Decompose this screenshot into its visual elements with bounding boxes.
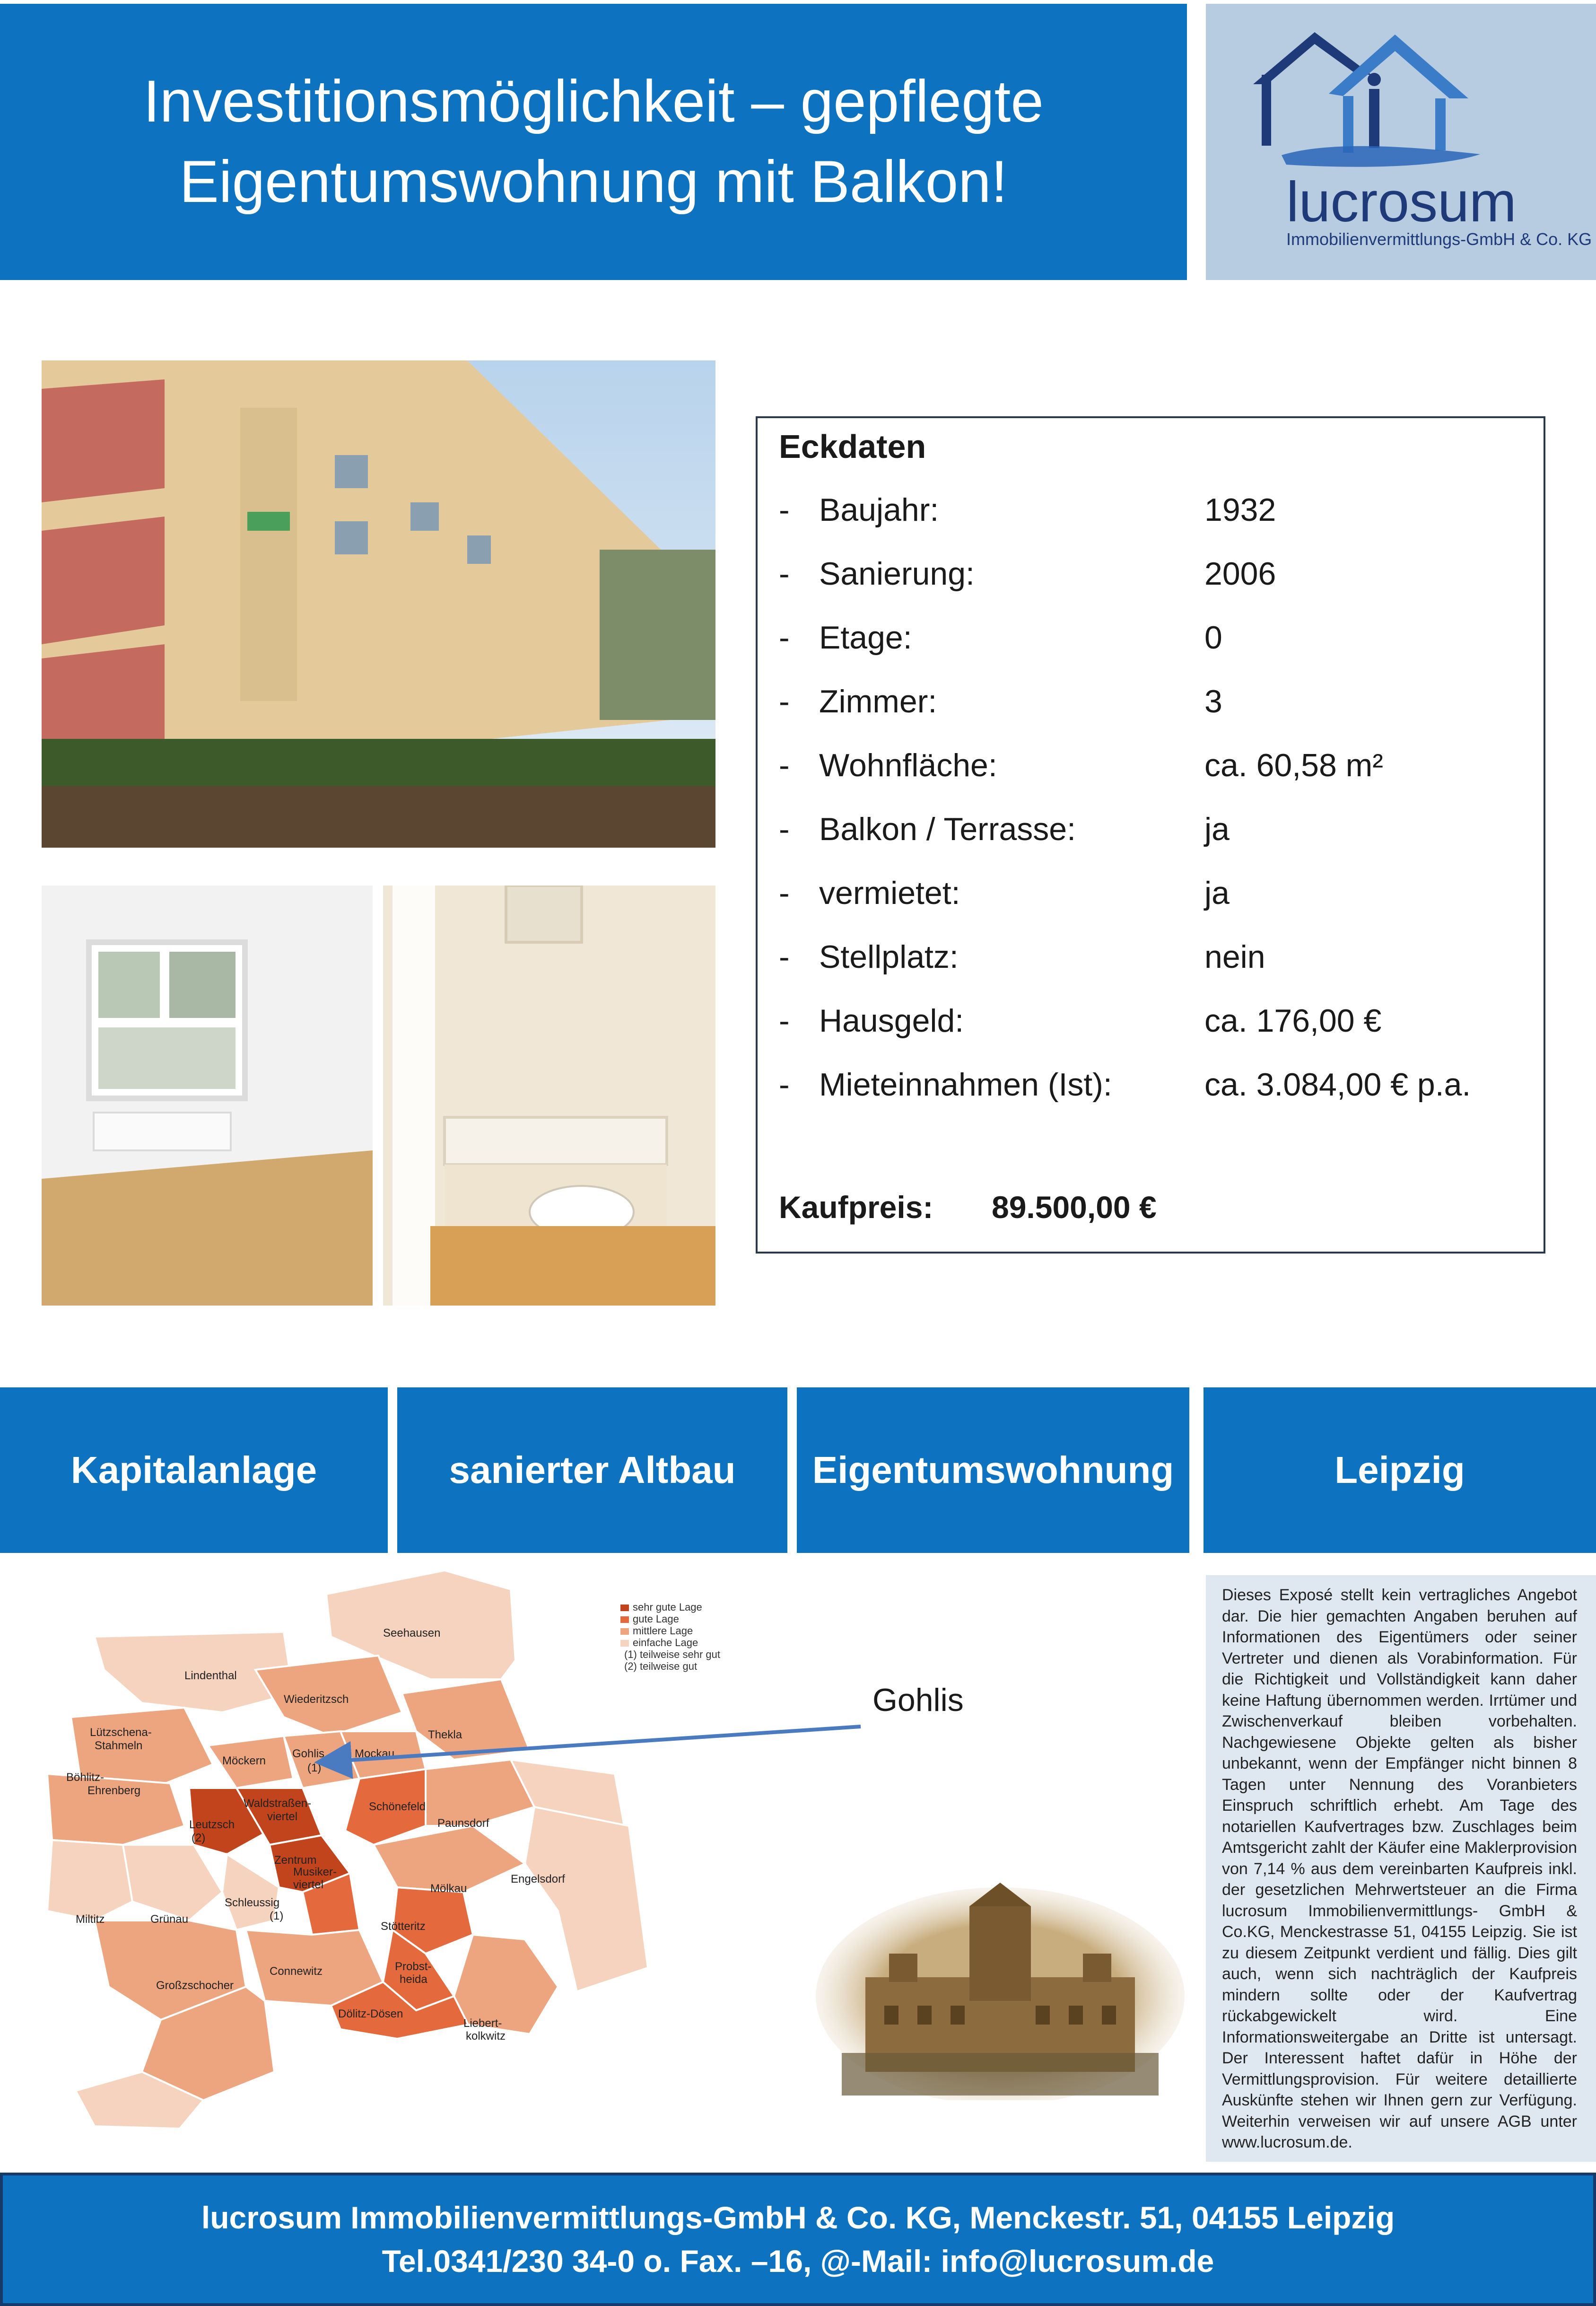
legend-label: sehr gute Lage [633, 1601, 702, 1613]
legend-label: (1) teilweise sehr gut [624, 1648, 720, 1660]
map-label-connewitz: Connewitz [270, 1965, 323, 1978]
eckdaten-value: ca. 3.084,00 € p.a. [1204, 1067, 1471, 1103]
eckdaten-label: Hausgeld: [819, 1003, 964, 1039]
eckdaten-label: Zimmer: [819, 684, 937, 719]
map-label-stoetteritz: Stötteritz [381, 1920, 426, 1933]
eckdaten-title: Eckdaten [779, 428, 926, 465]
eckdaten-label: vermietet: [819, 875, 960, 911]
disclaimer-text: Dieses Exposé stellt kein vertragliches Angebot dar. Die hier gemachten Angaben beruhen auf Informationen des Eigentümers oder seiner Vertreter und dienen als Vorabinformation. Für die Richtigkeit und Vollständigkeit kann daher keine Haftung übernommen werden. Irrtümer und Zwischenverkauf bleiben vorbehalten. Nachgewiesene Objekte gelten als bisher unbekannt, wenn der Empfänger nicht binnen 8 Tagen unter Nennung des Voranbieters Einspruch schriftlich erhebt. Am Tage des notariellen Kaufvertrages bzw. Zuschlages beim Amtsgericht zahlt der Käufer eine Maklerprovision von 7,14 % aus dem vereinbarten Kaufpreis inkl. der gesetzlichen Mehrwertsteuer an die Firma lucrosum Immobilienvermittlungs- GmbH & Co.KG, Menckestrasse 51, 04155 Leipzig. Sie ist zu diesem Zeitpunkt verdient und fällig. Dies gilt auch, wenn sich nachträglich der Kaufpreis mindern sollte oder der Kaufvertrag rückabgewickelt wird. Eine Informationsweitergabe an Dritte ist untersagt. Der Interessent haftet dafür in Höhe der Vermittlungsprovision. Für weitere detaillierte Auskünfte stehen wir Ihnen gern zur Verfügung. Weiterhin verweisen wir auf unsere AGB unter www.lucrosum.de. [1222, 1586, 1577, 2151]
tag-leipzig: Leipzig [1204, 1387, 1596, 1553]
row-dash: - [779, 747, 790, 783]
map-label-musiker-1: Musiker- [293, 1866, 337, 1878]
eckdaten-label: Wohnfläche: [819, 747, 997, 783]
map-label-probstheida-2: heida [400, 1973, 427, 1986]
row-dash: - [779, 811, 790, 847]
eckdaten-value: ja [1204, 875, 1230, 911]
eckdaten-value: 0 [1204, 620, 1222, 656]
map-label-gohlis-note: (1) [307, 1762, 322, 1774]
row-dash: - [779, 556, 790, 592]
map-label-doelitz: Dölitz-Dösen [338, 2008, 403, 2020]
map-label-schleussig: Schleussig [225, 1896, 280, 1909]
map-label-schoenefeld: Schönefeld [369, 1800, 426, 1813]
map-label-waldstrassen-2: viertel [267, 1810, 298, 1823]
eckdaten-label: Balkon / Terrasse: [819, 811, 1076, 847]
kaufpreis-value: 89.500,00 € [992, 1190, 1157, 1225]
logo-subtitle: Immobilienvermittlungs-GmbH & Co. KG [1286, 229, 1592, 249]
footer-line2: Tel.0341/230 34-0 o. Fax. –16, @-Mail: info@lucrosum.de [382, 2244, 1214, 2279]
map-label-zentrum: Zentrum [274, 1854, 317, 1867]
map-label-wiederitzsch: Wiederitzsch [284, 1693, 349, 1706]
map-label-lindenthal: Lindenthal [184, 1669, 237, 1682]
map-label-musiker-2: viertel [293, 1878, 324, 1891]
map-label-mockau: Mockau [355, 1747, 395, 1760]
legend-label: mittlere Lage [633, 1625, 693, 1637]
map-label-schleussig-note: (1) [270, 1910, 284, 1922]
map-label-luetzschena-1: Lützschena- [90, 1726, 152, 1739]
map-label-waldstrassen-1: Waldstraßen- [244, 1797, 312, 1810]
eckdaten-value: 3 [1204, 684, 1222, 719]
eckdaten-value: ca. 60,58 m² [1204, 747, 1383, 783]
map-label-luetzschena-2: Stahmeln [95, 1739, 143, 1752]
tag-sanierter-altbau: sanierter Altbau [397, 1387, 787, 1553]
legend-label: einfache Lage [633, 1637, 698, 1648]
map-label-engelsdorf: Engelsdorf [511, 1873, 565, 1885]
logo-name: lucrosum [1286, 170, 1517, 234]
eckdaten-value: ca. 176,00 € [1204, 1003, 1382, 1039]
map-label-gruenau: Grünau [150, 1913, 189, 1926]
page-title-line1: Investitionsmöglichkeit – gepflegte [143, 69, 1044, 134]
disclaimer-box [1206, 1575, 1596, 2162]
eckdaten-value: 2006 [1204, 556, 1276, 592]
map-label-grossschocher: Großzschocher [156, 1979, 234, 1992]
footer-contact [0, 2173, 1596, 2306]
map-label-moeckern: Möckern [222, 1754, 266, 1767]
map-label-leutzsch-note: (2) [192, 1832, 206, 1844]
row-dash: - [779, 939, 790, 975]
row-dash: - [779, 1003, 790, 1039]
eckdaten-value: ja [1204, 811, 1230, 847]
map-label-thekla: Thekla [428, 1728, 462, 1741]
map-label-paunsdorf: Paunsdorf [437, 1817, 489, 1830]
map-label-boehlitz-1: Böhlitz- [66, 1771, 105, 1784]
kaufpreis-label: Kaufpreis: [779, 1190, 933, 1225]
legend-label: (2) teilweise gut [624, 1660, 698, 1672]
map-label-gohlis: Gohlis [292, 1747, 325, 1760]
eckdaten-label: Baujahr: [819, 492, 939, 528]
row-dash: - [779, 620, 790, 656]
leipzig-city-hall-image [813, 1873, 1187, 2100]
map-label-leutzsch: Leutzsch [189, 1818, 235, 1831]
gohlis-callout: Gohlis [872, 1682, 964, 1718]
row-dash: - [779, 684, 790, 719]
map-label-miltitz: Miltitz [76, 1913, 105, 1926]
eckdaten-label: Etage: [819, 620, 912, 656]
row-dash: - [779, 492, 790, 528]
map-label-liebert-1: Liebert- [463, 2017, 502, 2030]
tag-eigentumswohnung: Eigentumswohnung [797, 1387, 1189, 1553]
eckdaten-label: Mieteinnahmen (Ist): [819, 1067, 1112, 1103]
map-label-boehlitz-2: Ehrenberg [87, 1784, 141, 1797]
map-label-liebert-2: kolkwitz [466, 2030, 506, 2043]
eckdaten-label: Stellplatz: [819, 939, 959, 975]
legend-label: gute Lage [633, 1613, 679, 1625]
eckdaten-label: Sanierung: [819, 556, 975, 592]
row-dash: - [779, 1067, 790, 1103]
page-title-line2: Eigentumswohnung mit Balkon! [179, 149, 1008, 215]
map-label-moelkau: Mölkau [430, 1882, 467, 1895]
map-label-seehausen: Seehausen [383, 1627, 441, 1640]
row-dash: - [779, 875, 790, 911]
footer-line1: lucrosum Immobilienvermittlungs-GmbH & Co. KG, Menckestr. 51, 04155 Leipzig [201, 2200, 1395, 2235]
eckdaten-value: 1932 [1204, 492, 1276, 528]
tag-kapitalanlage: Kapitalanlage [0, 1387, 388, 1553]
map-label-probstheida-1: Probst- [395, 1960, 432, 1973]
eckdaten-value: nein [1204, 939, 1265, 975]
